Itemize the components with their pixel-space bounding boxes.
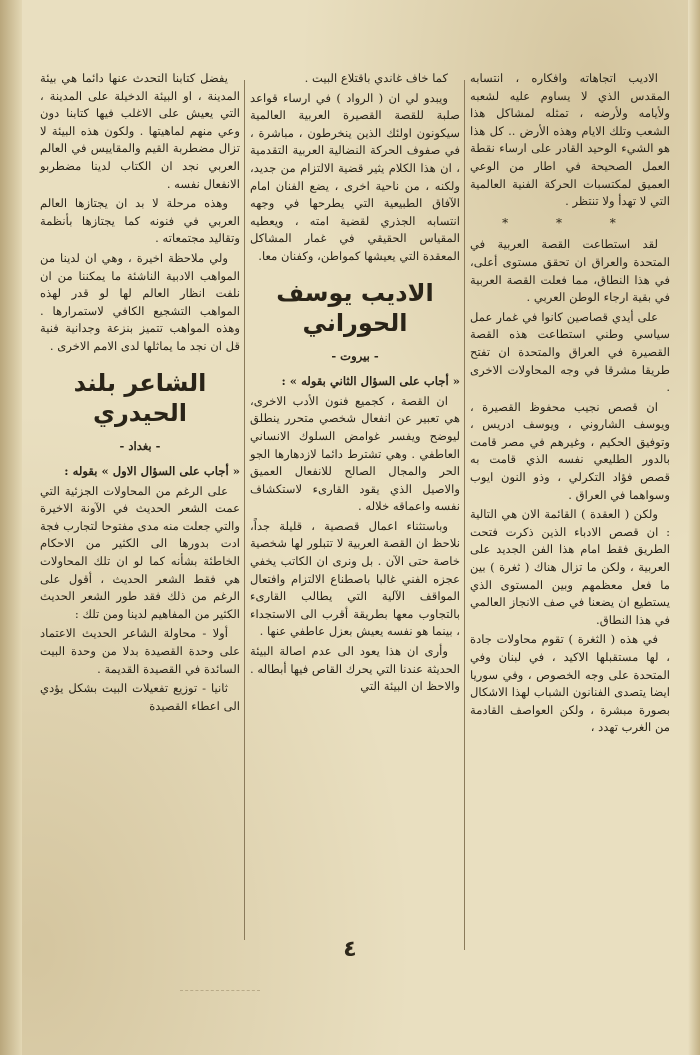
section-title: الشاعر بلند الحيدري (73, 368, 207, 427)
column-middle (250, 70, 460, 698)
paragraph: على أيدي قصاصين كانوا في غمار عمل سياسي وطني استطاعت هذه القصة القصيرة في العراق والمتحدة ان تفتح طريقا مشرقا في وجه المحاولات الاخرى . (470, 309, 670, 395)
paragraph: ثانيا - توزيع تفعيلات البيت بشكل يؤدي الى اعطاء القصيدة (40, 681, 240, 713)
dateline: - بغداد - (119, 438, 161, 453)
dateline: - بيروت - (331, 348, 379, 363)
question-lead: « أجاب على السؤال الاول » بقوله : (64, 464, 240, 479)
paragraph: أولا - محاولة الشاعر الحديث الاعتماد على وحدة القصيدة بدلا من وحدة البيت السائدة في القصيدة القديمة . (40, 626, 240, 676)
paragraph: وأرى ان هذا يعود الى عدم اصالة البيئة الحديثة عندنا التي يحرك القاص فيها أبطاله . والاحظ ان البيئة التي (250, 644, 460, 694)
section-separator: * * * (502, 215, 638, 230)
paragraph: ان القصة ، كجميع فنون الأدب الاخرى، هي تعبير عن انفعال شخصي متحرر ينطلق ليوضح ويفسر غوامض السلوك الانساني العاطفي . وهي تشترط دائما لازدهارها الجو الحر والمجال الصالح للانفعال العميق والاصيل الذي يقود القارىء لاستكشاف نفسه واعماقه خلاله . (250, 393, 460, 514)
paragraph: الاديب اتجاهاته وافكاره ، انتسابه المقدس الذي لا يساوم عليه لشعبه ولأيامه ولأرضه ، تمثله لمشاكل هذا الشعب وتلك الايام وهذه الأرض .. كل هذا هو الشيء الوحيد القادر على ارساء نقطة العمل الصحيحة في اطار من الوعي العميق لمكتسبات الحركة الفنية العالمية التي لا تهدأ ولا تنتظر . (470, 71, 670, 209)
page-edge-right (688, 0, 700, 1055)
column-divider (464, 80, 465, 950)
paragraph: ان قصص نجيب محفوظ القصيرة ، ويوسف الشاروني ، ويوسف ادريس ، وتوفيق الحكيم ، وغيرهم في مصر قامت بالدور الطليعي نفسه الذي قامت به قصص فؤاد التكرلي ، وذو النون ايوب وسواهما في العراق . (470, 399, 670, 502)
section-title: الاديب يوسف الحوراني (276, 278, 434, 337)
paragraph: يفضل كتابنا التحدث عنها دائما هي بيئة المدينة ، او البيئة الدخيلة على المدينة ، التي يعيش على الاغلب فيها كتابنا دون وعي منهم لماهيتها . ولكون هذه البيئة لا تزال مضطربة القيم والمقاييس في العالم العربي نجد ان الكتاب لدينا مضطربو الانفعال نفسه . (40, 71, 240, 191)
column-right (470, 70, 670, 739)
paragraph: ويبدو لي ان ( الرواد ) في ارساء قواعد صلبة للقصة القصيرة العربية العالمية سيكونون اولئك الذين ينخرطون ، مباشرة ، في صفوف الحركة النضالية العربية التقدمية ، ان هذا الكلام يثير قضية الالتزام من جديد، ولكنه ، من ناحية اخرى ، يضع الفنان امام الآفاق الطبيعية التي يطرحها في وجهه انتسابه الجذري لقضية امته ، ويعطيه المقياس الحقيقي في غمار المشاكل المعقدة التي يعيشها كمواطن، وكفنان معا. (250, 90, 460, 263)
paragraph: كما خاف غاندي باقتلاع البيت . (304, 71, 448, 85)
paragraph: في هذه ( الثغرة ) تقوم محاولات جادة ، لها مستقبلها الاكيد ، في لبنان وفي المتحدة على وجه الخصوص ، وفي سوريا ايضا يتصدى الفنانون الشباب لهذا الاشكال بصورة مبشرة ، ولكن العواصف القادمة من الغرب تهدد ، (470, 632, 670, 735)
paragraph: وباستثناء اعمال قصصية ، قليلة جداً، نلاحظ ان القصة العربية لا تتبلور لها شخصية خاصة حتى الآن . بل ونرى ان الكاتب يخفي عجزه الفني غالبا باصطناع الالتزام وافتعال المواقف الآلية التي يطالب القارىء بالتجاوب معها بطريقة أقرب الى الاستجداء ، بينما هو نفسه يعيش بعزل عاطفي عنها . (250, 518, 460, 639)
paragraph: لقد استطاعت القصة العربية في المتحدة والعراق ان تحقق مستوى أعلى، في هذا النطاق، مما فعلت القصة العربية في بقية ارجاء الوطن العربي . (470, 237, 670, 305)
column-left (40, 70, 240, 717)
page-number: ٤ (343, 937, 357, 962)
paragraph: وهذه مرحلة لا بد ان يجتازها العالم العربي في فنونه كما يجتازها بأنظمة وتقاليد مجتمعاته . (40, 196, 240, 246)
page-edge-left (0, 0, 22, 1055)
page-smudge (180, 990, 260, 997)
paragraph: ولكن ( العقدة ) القائمة الان هي التالية : ان قصص الادباء الذين ذكرت فتحت الطريق فقط امام هذا الفن الجديد على العربية ، ولكن ما تزال هناك ( ثغرة ) بين ما فعل معظمهم وبين المستوى الذي يستطيع ان يضعنا في صف الانجاز العالمي في هذا النطاق. (470, 507, 670, 627)
paragraph: على الرغم من المحاولات الجزئية التي عمت الشعر الحديث في الآونة الاخيرة والتي جعلت منه مدى مفتوحا لتجارب فجة ادت بدورها الى الكثير من الاحكام الخاطئة بشأنه كما لو ان تلك المحاولات هي فقط الشعر الحديث ، أقول على الرغم من ذلك فقد طور الشعر الحديث الكثير من المفاهيم لدينا ومن تلك : (40, 483, 240, 621)
question-lead: « أجاب على السؤال الثاني بقوله » : (281, 374, 460, 389)
paragraph: ولي ملاحظة اخيرة ، وهي ان لدينا من المواهب الادبية الناشئة ما يمكننا من ان نلفت انظار العالم لها لو قدر لهذه المواهب التشجيع الكافي لاستمرارها . وهذه المواهب تتميز بنزعة وجدانية فنية قل ان نجد ما يماثلها لدى الامم الاخرى . (40, 250, 240, 353)
column-divider (244, 80, 245, 940)
